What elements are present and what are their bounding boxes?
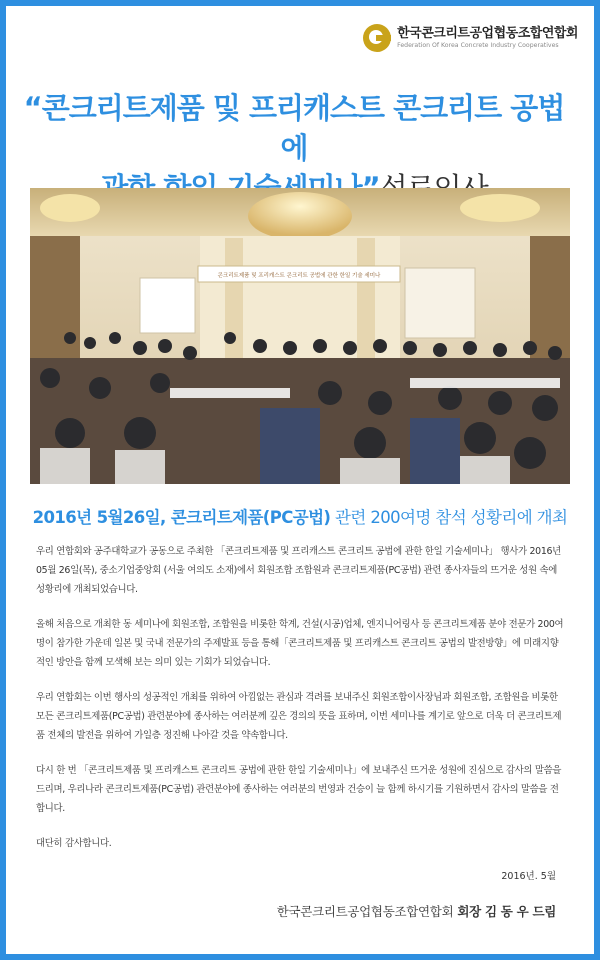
org-emblem-icon (363, 24, 391, 52)
paragraph: 다시 한 번 「콘크리트제품 및 프리캐스트 콘크리트 공법에 관한 한일 기술세미나」에 보내주신 뜨거운 성원에 진심으로 감사의 말씀을 드리며, 우리나라 콘크리트제품(PC공법) 관련분야에 종사하는 여러분의 번영과 건승이 늘 함께 하시기를 기원하면서 감사의 말씀을 전 합니다. (36, 765, 562, 814)
paragraph: 우리 연합회와 공주대학교가 공동으로 주최한 「콘크리트제품 및 프리캐스트 콘크리트 공법에 관한 한일 기술세미나」 행사가 2016년 05월 26일(목), 중소기업중앙회 (서울 여의도 소재)에서 회원조합 조합원과 콘크리트제품(PC공법) 관련 종사자들의 뜨거운 성원 속에 성황리에 개최되었습니다. (36, 546, 561, 595)
seminar-photo (30, 188, 570, 484)
signature-org: 한국콘크리트공업협동조합연합회 (276, 904, 454, 919)
signature-sign-off: 회장 김 동 우 드림 (457, 904, 556, 919)
subtitle-bold: 2016년 5월26일, 콘크리트제품(PC공법) (32, 508, 331, 527)
paragraph: 올해 처음으로 개최한 동 세미나에 회원조합, 조합원을 비롯한 학계, 건설(시공)업체, 엔지니어링사 등 콘크리트제품 분야 전문가 200여명이 참가한 가운데 일본 및 국내 전문가의 주제발표 등을 통해「콘크리트제품 및 프리캐스트 콘크리트 공법의 발전방향」에 미래지향적인 방안을 함께 모색해 보는 의미 있는 기회가 되었습니다. (36, 619, 564, 668)
org-logo (363, 24, 578, 52)
paragraph: 대단히 감사합니다. (36, 838, 112, 849)
date: 2016년. 5월 (501, 871, 556, 882)
subtitle-plain: 관련 200여명 참석 성황리에 개최 (330, 508, 568, 527)
body-text (36, 542, 564, 869)
title-line-1: “콘크리트제품 및 프리캐스트 콘크리트 공법에 (23, 91, 565, 165)
signature (277, 902, 556, 920)
subtitle (20, 504, 580, 528)
org-name-en: Federation Of Korea Concrete Industry Cooperatives (397, 42, 559, 49)
photo-banner-text: 콘크리트제품 및 프리캐스트 콘크리트 공법에 관한 한일 기술 세미나 (217, 273, 381, 279)
org-name-kr: 한국콘크리트공업협동조합연합회 (397, 26, 578, 41)
paragraph: 우리 연합회는 이번 행사의 성공적인 개최를 위하여 아낌없는 관심과 격려를 보내주신 회원조합이사장님과 회원조합, 조합원을 비롯한 모든 콘크리트제품(PC공법) 관련분야에 종사하는 여러분께 깊은 경의의 뜻을 표하며, 이번 세미나를 계기로 앞으로 더욱 더 콘크리트제품 전체의 발전을 위하여 가일층 정진해 나아갈 것을 약속합니다. (36, 692, 562, 741)
